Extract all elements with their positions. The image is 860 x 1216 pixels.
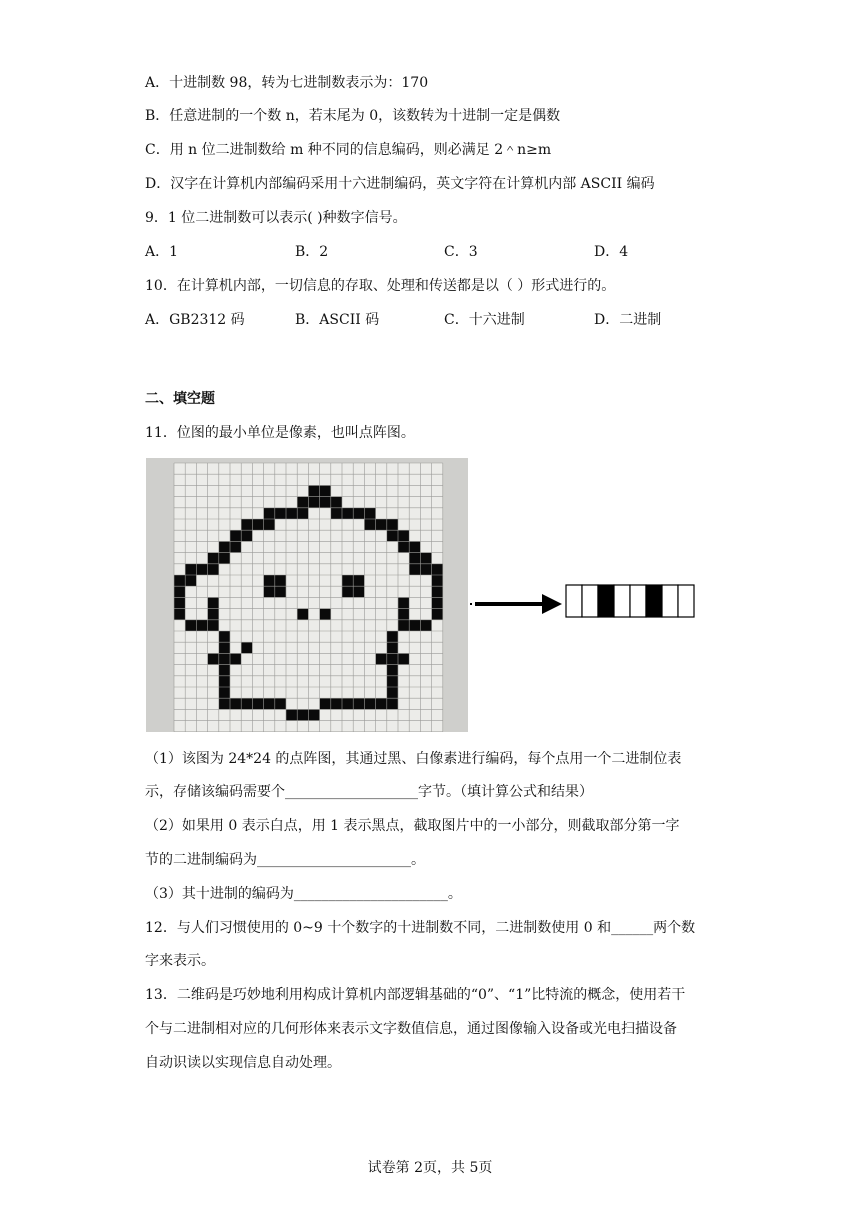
black-pixel xyxy=(308,497,319,508)
black-pixel xyxy=(208,620,219,631)
q10-stem: 10．在计算机内部，一切信息的存取、处理和传送都是以（ ）形式进行的。 xyxy=(145,278,616,294)
black-pixel xyxy=(219,653,230,664)
black-pixel xyxy=(241,519,252,530)
page-footer: 试卷第 2页，共 5页 xyxy=(367,1160,493,1176)
bit-cell-white xyxy=(662,585,678,617)
black-pixel xyxy=(275,698,286,709)
black-pixel xyxy=(208,564,219,575)
black-pixel xyxy=(409,620,420,631)
black-pixel xyxy=(409,564,420,575)
black-pixel xyxy=(432,575,443,586)
black-pixel xyxy=(219,553,230,564)
black-pixel xyxy=(432,597,443,608)
black-pixel xyxy=(264,698,275,709)
bit-cell-white xyxy=(566,585,582,617)
black-pixel xyxy=(398,609,409,620)
q11-sub3: （3）其十进制的编码为______________________。 xyxy=(145,886,462,902)
black-pixel xyxy=(264,575,275,586)
black-pixel xyxy=(387,642,398,653)
black-pixel xyxy=(387,530,398,541)
bit-cell-white xyxy=(678,585,694,617)
q10-option-c: C．十六进制 xyxy=(444,312,525,328)
black-pixel xyxy=(297,609,308,620)
black-pixel xyxy=(230,530,241,541)
black-pixel xyxy=(196,620,207,631)
black-pixel xyxy=(409,553,420,564)
q12-line1: 12．与人们习惯使用的 0~9 十个数字的十进制数不同，二进制数使用 0 和______两个数 xyxy=(145,920,696,936)
q11-sub2-line1: （2）如果用 0 表示白点，用 1 表示黑点，截取图片中的一小部分，则截取部分第一字 xyxy=(145,818,680,834)
black-pixel xyxy=(174,575,185,586)
black-pixel xyxy=(376,698,387,709)
black-pixel xyxy=(208,597,219,608)
black-pixel xyxy=(264,508,275,519)
black-pixel xyxy=(387,665,398,676)
black-pixel xyxy=(398,653,409,664)
black-pixel xyxy=(185,620,196,631)
q10-option-a: A．GB2312 码 xyxy=(145,312,245,328)
black-pixel xyxy=(353,508,364,519)
arrow-right-icon xyxy=(470,590,565,618)
q12-line2: 字来表示。 xyxy=(145,953,215,969)
black-pixel xyxy=(208,553,219,564)
bit-cell-white xyxy=(614,585,630,617)
black-pixel xyxy=(252,519,263,530)
bit-cell-white xyxy=(630,585,646,617)
bit-cell-black xyxy=(646,585,662,617)
black-pixel xyxy=(409,541,420,552)
q11-stem: 11．位图的最小单位是像素，也叫点阵图。 xyxy=(145,425,415,441)
black-pixel xyxy=(398,620,409,631)
black-pixel xyxy=(387,653,398,664)
black-pixel xyxy=(185,575,196,586)
black-pixel xyxy=(364,519,375,530)
black-pixel xyxy=(364,698,375,709)
black-pixel xyxy=(420,620,431,631)
black-pixel xyxy=(241,642,252,653)
black-pixel xyxy=(174,586,185,597)
q9-option-c: C．3 xyxy=(444,244,478,260)
black-pixel xyxy=(342,508,353,519)
q11-sub2-line2: 节的二进制编码为______________________。 xyxy=(145,852,425,868)
q8-option-b: B．任意进制的一个数 n，若末尾为 0，该数转为十进制一定是偶数 xyxy=(145,108,561,124)
black-pixel xyxy=(219,687,230,698)
q8-option-a: A．十进制数 98，转为七进制数表示为：170 xyxy=(145,75,429,91)
black-pixel xyxy=(387,687,398,698)
black-pixel xyxy=(387,676,398,687)
q13-line2: 个与二进制相对应的几何形体来表示文字数值信息，通过图像输入设备或光电扫描设备 xyxy=(145,1021,677,1037)
bit-cell-black xyxy=(598,585,614,617)
black-pixel xyxy=(342,698,353,709)
black-pixel xyxy=(320,485,331,496)
black-pixel xyxy=(297,508,308,519)
black-pixel xyxy=(286,508,297,519)
black-pixel xyxy=(230,653,241,664)
black-pixel xyxy=(219,676,230,687)
black-pixel xyxy=(275,508,286,519)
black-pixel xyxy=(398,541,409,552)
q11-sub1-line2: 示，存储该编码需要个___________________字节。（填计算公式和结果） xyxy=(145,784,593,800)
black-pixel xyxy=(219,642,230,653)
black-pixel xyxy=(219,665,230,676)
black-pixel xyxy=(185,564,196,575)
pixel-art-photo xyxy=(146,458,468,732)
black-pixel xyxy=(208,653,219,664)
bit-strip xyxy=(565,584,697,618)
black-pixel xyxy=(432,586,443,597)
section-title: 二、填空题 xyxy=(145,391,215,407)
q9-stem: 9．1 位二进制数可以表示( )种数字信号。 xyxy=(145,210,407,226)
q13-line3: 自动识读以实现信息自动处理。 xyxy=(145,1055,341,1071)
black-pixel xyxy=(297,497,308,508)
black-pixel xyxy=(331,508,342,519)
black-pixel xyxy=(241,698,252,709)
black-pixel xyxy=(219,698,230,709)
black-pixel xyxy=(342,586,353,597)
black-pixel xyxy=(353,698,364,709)
black-pixel xyxy=(320,609,331,620)
black-pixel xyxy=(376,519,387,530)
black-pixel xyxy=(320,497,331,508)
black-pixel xyxy=(387,631,398,642)
q9-option-d: D．4 xyxy=(594,244,629,260)
black-pixel xyxy=(398,530,409,541)
black-pixel xyxy=(331,497,342,508)
black-pixel xyxy=(264,519,275,530)
black-pixel xyxy=(387,519,398,530)
q9-option-a: A．1 xyxy=(145,244,179,260)
black-pixel xyxy=(286,709,297,720)
q11-sub1-line1: （1）该图为 24*24 的点阵图，其通过黑、白像素进行编码，每个点用一个二进制位表 xyxy=(145,751,682,767)
black-pixel xyxy=(331,698,342,709)
black-pixel xyxy=(208,609,219,620)
black-pixel xyxy=(398,597,409,608)
q8-option-d: D．汉字在计算机内部编码采用十六进制编码，英文字符在计算机内部 ASCII 编码 xyxy=(145,176,655,192)
black-pixel xyxy=(308,485,319,496)
black-pixel xyxy=(420,564,431,575)
black-pixel xyxy=(353,575,364,586)
black-pixel xyxy=(275,575,286,586)
black-pixel xyxy=(376,653,387,664)
black-pixel xyxy=(432,609,443,620)
black-pixel xyxy=(297,709,308,720)
black-pixel xyxy=(353,586,364,597)
bitmap-grid xyxy=(146,458,468,732)
black-pixel xyxy=(387,698,398,709)
black-pixel xyxy=(364,508,375,519)
black-pixel xyxy=(252,698,263,709)
black-pixel xyxy=(420,553,431,564)
black-pixel xyxy=(308,709,319,720)
q9-option-b: B．2 xyxy=(295,244,329,260)
black-pixel xyxy=(230,541,241,552)
black-pixel xyxy=(320,698,331,709)
q10-option-d: D．二进制 xyxy=(594,312,662,328)
black-pixel xyxy=(219,631,230,642)
q8-option-c: C．用 n 位二进制数给 m 种不同的信息编码，则必满足 2＾n≥m xyxy=(145,142,552,158)
black-pixel xyxy=(174,597,185,608)
black-pixel xyxy=(241,530,252,541)
black-pixel xyxy=(174,609,185,620)
black-pixel xyxy=(342,575,353,586)
q10-option-b: B．ASCII 码 xyxy=(295,312,380,328)
bit-cell-white xyxy=(582,585,598,617)
q13-line1: 13．二维码是巧妙地利用构成计算机内部逻辑基础的“0”、“1”比特流的概念，使用若干 xyxy=(145,987,686,1003)
black-pixel xyxy=(230,698,241,709)
black-pixel xyxy=(219,541,230,552)
black-pixel xyxy=(432,564,443,575)
black-pixel xyxy=(196,564,207,575)
black-pixel xyxy=(264,586,275,597)
black-pixel xyxy=(275,586,286,597)
